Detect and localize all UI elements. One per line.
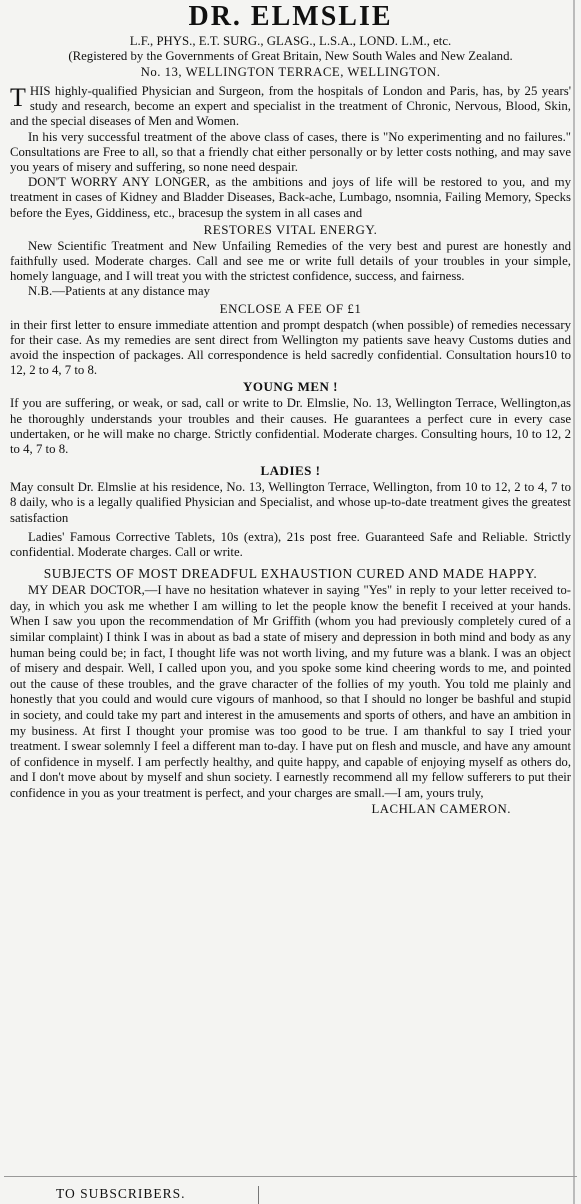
column-divider xyxy=(258,1186,259,1204)
page-title: DR. ELMSLIE xyxy=(188,1,393,32)
letter-text: MY DEAR DOCTOR,—I have no hesitation whatever in saying "Yes" in reply to your letter received to-day, in which you ask me whether I am willing to let the people know the benefit I received at your hands. When I saw you upon the recommendation of Mr Griffith (whom you had previously completely cured of a similar complaint) I think I was in about as bad a state of misery and depression in both mind and body as any human being could be; in fact, I thought life was not worth living, and my future was a blank. I was an object of misery and despair. Well, I called upon you, and you spoke some kind cheering words to me, and pointed out the cause of these troubles, and the grave character of the follies of my youth. You told me plainly and honestly that you could and would cure vigours of manhood, so that I should no longer be bashful and stupid in society, and could take my part and interest in the amusements and sports of others, and have an ambition in my business. At first I thought your promise was too good to be true. I am thankful to say I tried your treatment. I swear solemnly I feel a different man to-day. I have put on flesh and muscle, and have any amount of confidence in myself. I am perfectly healthy, and quite happy, and capable of enjoying myself as others do, and I don't move about by myself and shun society. I earnestly recommend all my fellow sufferers to put their confidence in you as your treatment is perfect, and your charges are small.—I am, yours truly, xyxy=(10,583,571,800)
divider xyxy=(4,1176,577,1177)
vital-energy-heading: RESTORES VITAL ENERGY. xyxy=(203,221,378,237)
address-line: No. 13, WELLINGTON TERRACE, WELLINGTON. xyxy=(140,65,441,79)
footer-heading: TO SUBSCRIBERS. xyxy=(56,1186,186,1201)
vital-energy-text: New Scientific Treatment and New Unfailing Remedies of the very best and purest are honestly and faithfully used. Moderate charges. Call and see me or write full details of your troubles in your simple, homely language, and I will treat you with the strictest confidence, success, and fairness. xyxy=(10,238,571,284)
ladies-heading: LADIES ! xyxy=(260,463,321,479)
experimenting-paragraph: In his very successful treatment of the above class of cases, there is "No experimenting and no failures." Consultations are Free to all, so that a friendly chat either personally or by letter costs nothing, and may save you years of misery and suffering, so none need despair. xyxy=(10,129,571,175)
ladies-text: May consult Dr. Elmslie at his residence, No. 13, Wellington Terrace, Wellington, from 10 to 12, 2 to 4, 7 to 8 daily, who is a legally qualified Physician and Specialist, and whose up-to-date treatment gives the greatest satisfaction xyxy=(10,480,571,525)
credentials-line: L.F., PHYS., E.T. SURG., GLASG., L.S.A., LOND. L.M., etc. xyxy=(129,34,452,48)
fee-heading: ENCLOSE A FEE OF £1 xyxy=(219,300,362,316)
nb-text: N.B.—Patients at any distance may xyxy=(28,284,210,299)
dont-worry-paragraph: DON'T WORRY ANY LONGER, as the ambitions and joys of life will be restored to you, and my treatment in cases of Kidney and Bladder Diseases, Back-ache, Lumbago, nsomnia, Failing Memory, Specks before the Eyes, Giddiness, etc., bracesup the system in all cases and xyxy=(10,175,571,220)
signature: LACHLAN CAMERON. xyxy=(371,801,511,816)
testimonial-letter xyxy=(10,583,571,801)
advertisement xyxy=(10,0,571,817)
intro-paragraph: THIS highly-qualified Physician and Surgeon, from the hospitals of London and Paris, has, by 25 years' study and research, become an expert and specialist in the treatment of Chronic, Nervous, Blood, Skin, and the special diseases of Men and Women. xyxy=(10,83,571,129)
fee-text: in their first letter to ensure immediate attention and prompt despatch (when possible) of remedies necessary for their case. As my remedies are sent direct from Wellington my patients save heavy Customs duties and avoid the inspection of packages. All correspondence is held sacredly confidential. Consultation hours10 to 12, 2 to 4, 7 to 8. xyxy=(10,317,571,378)
registration-line: (Registered by the Governments of Great Britain, New South Wales and New Zealand. xyxy=(68,49,513,63)
subjects-heading: SUBJECTS OF MOST DREADFUL EXHAUSTION CURED AND MADE HAPPY. xyxy=(43,566,538,582)
tablets-text: Ladies' Famous Corrective Tablets, 10s (extra), 21s post free. Guaranteed Safe and Reliable. Strictly confidential. Moderate charges. Call or write. xyxy=(10,529,571,560)
young-men-heading: YOUNG MEN ! xyxy=(242,379,339,395)
column-rule xyxy=(573,0,575,1204)
young-men-text: If you are suffering, or weak, or sad, call or write to Dr. Elmslie, No. 13, Wellington Terrace, Wellington,as he thoroughly understands your troubles and their causes. He guarantees a perfect cure in every case undertaken, or he will make no charge. Strictly confidential. Moderate charges. Consulting hours, 10 to 12, 2 to 4, 7 to 8. xyxy=(10,396,571,457)
